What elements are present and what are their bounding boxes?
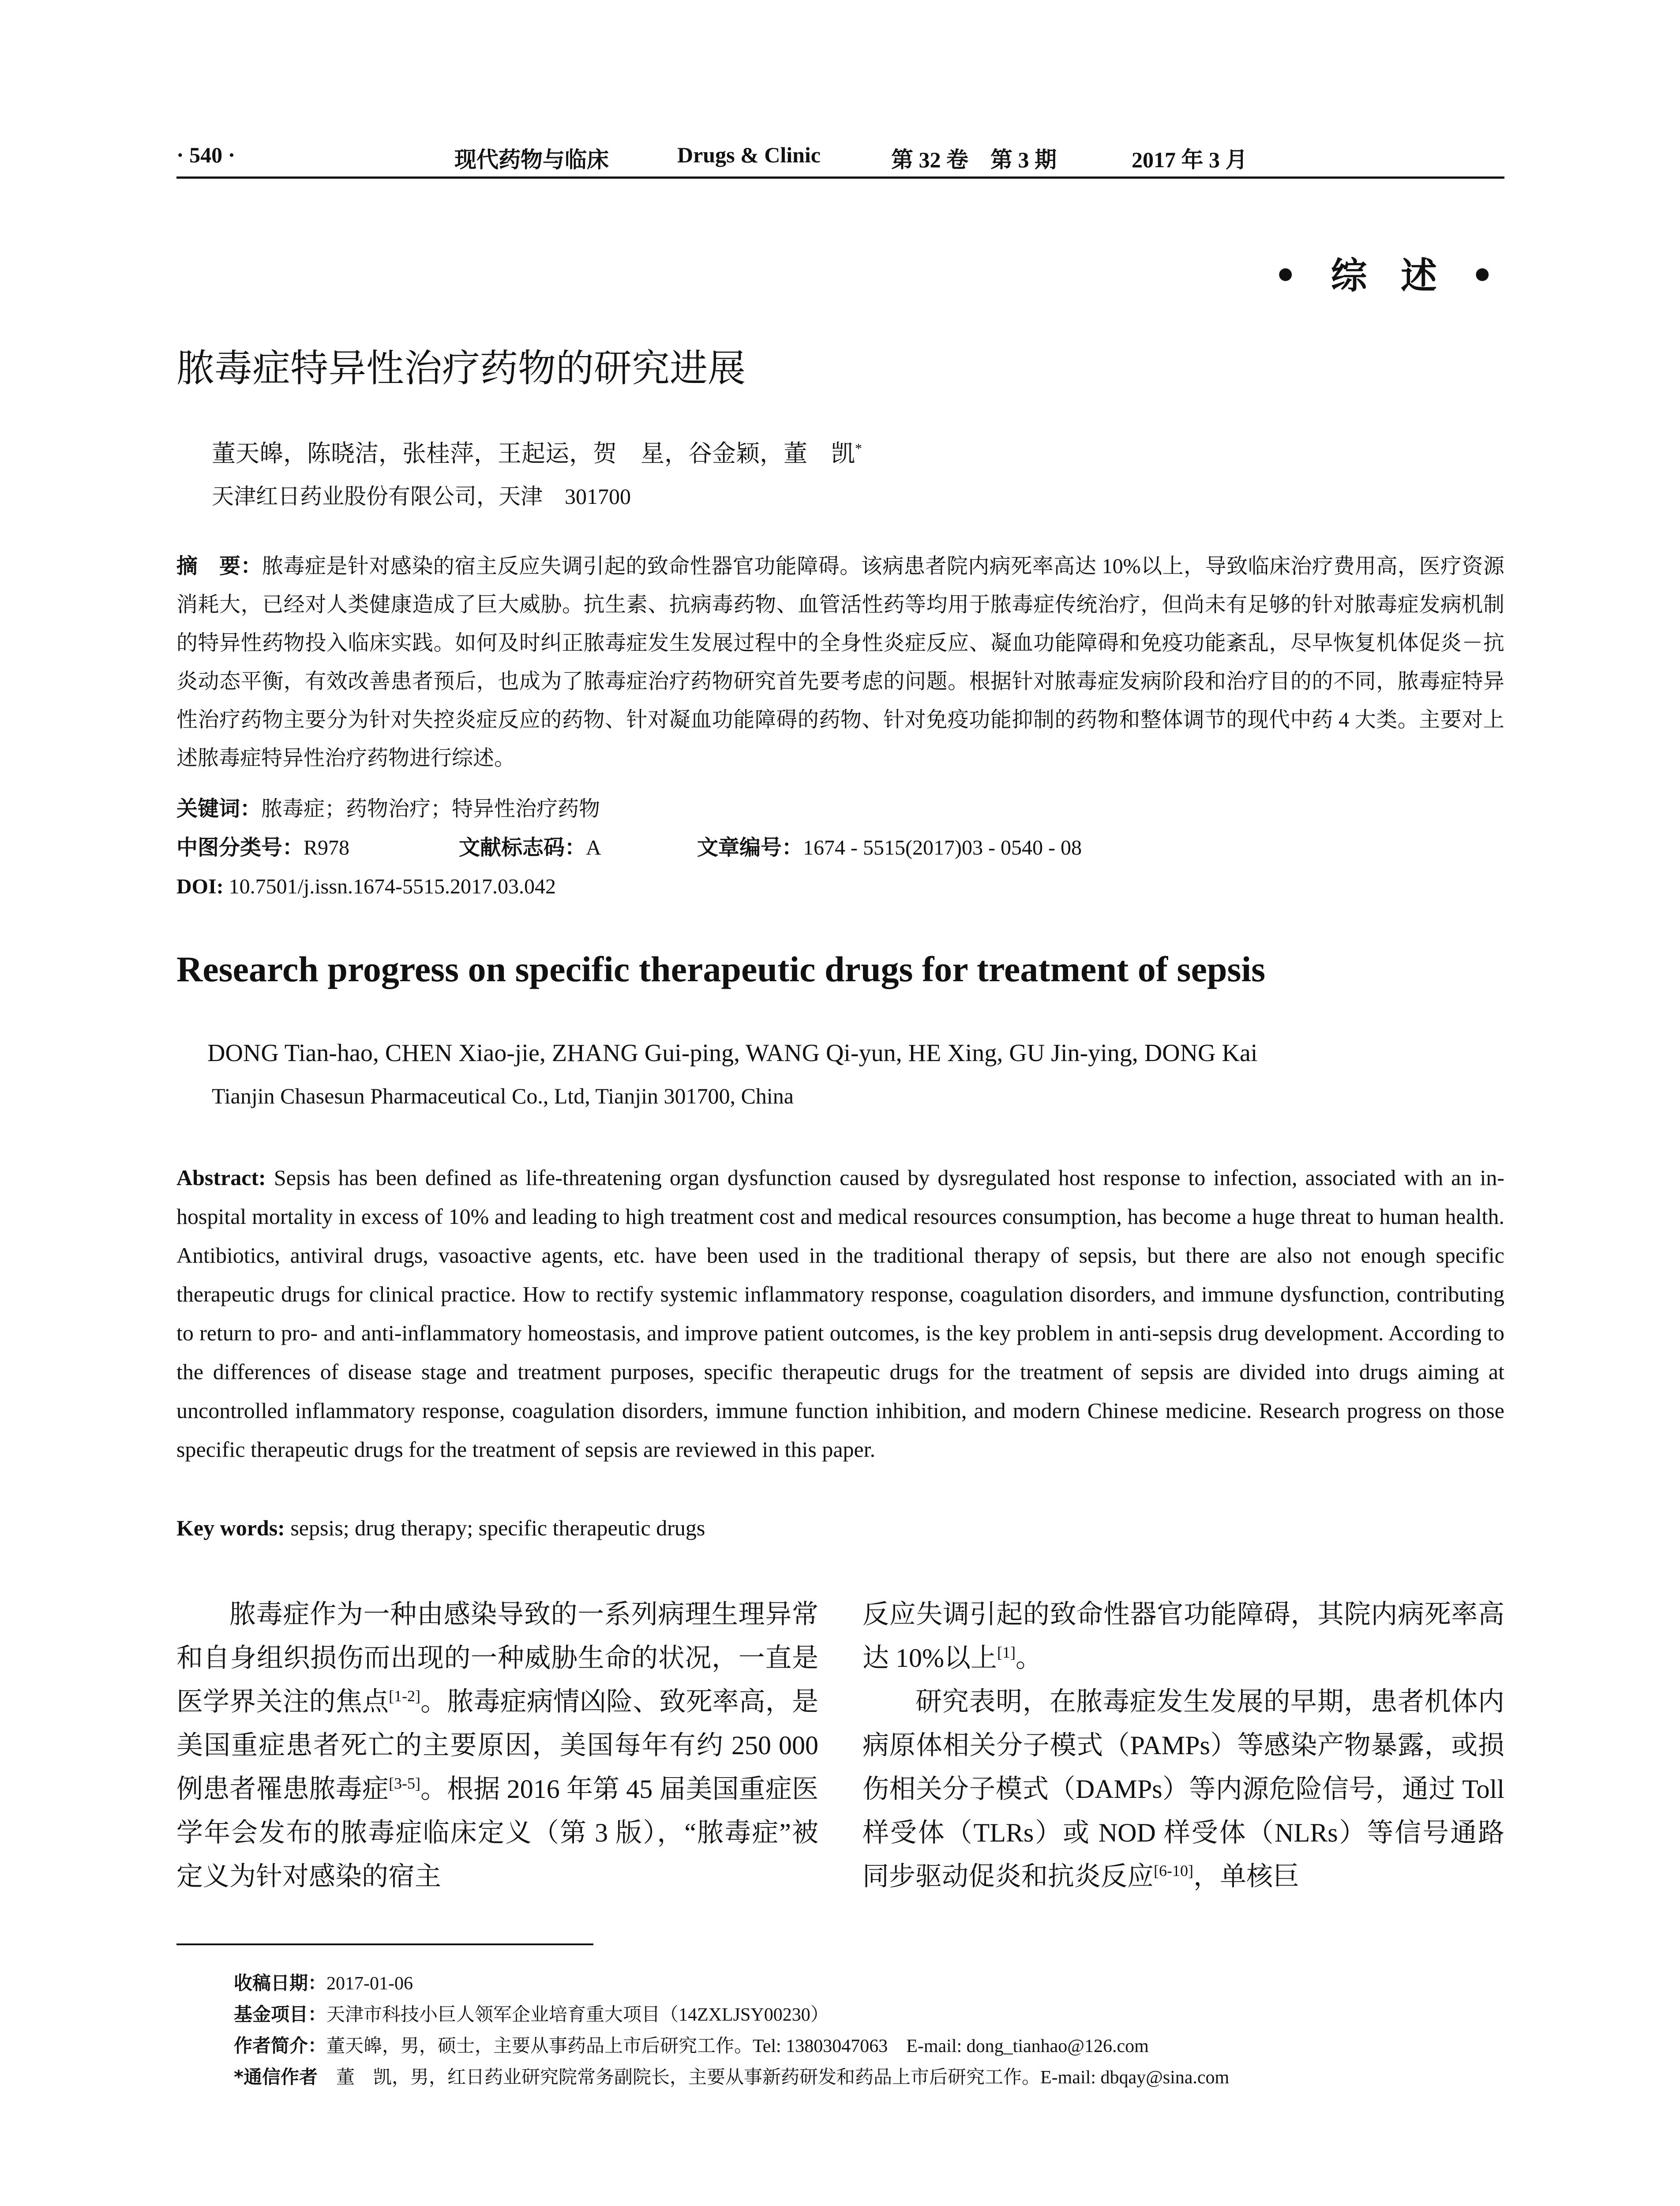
keywords-cn-text: 脓毒症；药物治疗；特异性治疗药物 [261, 797, 600, 821]
fund-label: 基金项目： [234, 2003, 327, 2025]
journal-name-cn: 现代药物与临床 [454, 147, 609, 173]
abstract-cn [176, 547, 1504, 777]
body-text: 。 [1015, 1643, 1042, 1673]
doi [176, 867, 1504, 906]
citation: [1] [997, 1643, 1016, 1661]
abstract-en-text: Sepsis has been defined as life-threatening organ dysfunction caused by dysregulated host response to infection, associated with an in-hospital mortality in excess of 10% and leading to high treatment cost and medical resources consumption, has become a huge threat to human health. Antibiotics, antiviral drugs, vasoactive agents, etc. have been used in the traditional therapy of sepsis, but there are also not enough specific therapeutic drugs for clinical practice. How to rectify systemic inflammatory response, coagulation disorders, and immune dysfunction, contributing to return to pro- and anti-inflammatory homeostasis, and improve patient outcomes, is the key problem in anti-sepsis drug development. According to the differences of disease stage and treatment purposes, specific therapeutic drugs for the treatment of sepsis are divided into drugs aiming at uncontrolled inflammatory response, coagulation disorders, immune function inhibition, and modern Chinese medicine. Research progress on those specific therapeutic drugs for the treatment of sepsis are reviewed in this paper. [176, 1165, 1505, 1462]
body-text: 。根据 2016 年第 45 届美国重症医学年会发布的脓毒症临床定义（第 3 版），“脓毒症”被定义为针对感染的宿主 [176, 1775, 819, 1891]
authors-en: DONG Tian-hao, CHEN Xiao-jie, ZHANG Gui-ping, WANG Qi-yun, HE Xing, GU Jin-ying, DONG Kai [207, 1039, 1258, 1067]
classification-row [176, 829, 1504, 864]
body-text: 研究表明，在脓毒症发生发展的早期，患者机体内病原体相关分子模式（PAMPs）等感染产物暴露，或损伤相关分子模式（DAMPs）等内源危险信号，通过 Toll 样受体（TLRs）或 NOD 样受体（NLRs）等信号通路同步驱动促炎和抗炎反应 [862, 1687, 1504, 1891]
footnotes [234, 1968, 1504, 2093]
abstract-en [176, 1158, 1504, 1469]
doc-code [459, 829, 601, 867]
body-paragraph [862, 1593, 1504, 1680]
clc-label: 中图分类号： [176, 835, 304, 860]
footnote-rule [176, 1943, 593, 1945]
author-bio-label: 作者简介： [234, 2035, 327, 2056]
body-text: 脓毒症作为一种由感染导致的一系列病理生理异常和自身组织损伤而出现的一种威胁生命的状况，一直是医学界关注的焦点 [176, 1600, 818, 1716]
footnote-fund [234, 1999, 1504, 2030]
affiliation-cn: 天津红日药业股份有限公司，天津 301700 [212, 484, 631, 509]
authors-cn-text: 董天皞，陈晓洁，张桂萍，王起运，贺 星，谷金颖，董 凯 [212, 440, 855, 467]
title-en: Research progress on specific therapeutic drugs for treatment of sepsis [176, 949, 1266, 989]
journal-name-en: Drugs & Clinic [677, 143, 821, 167]
abstract-cn-text: 脓毒症是针对感染的宿主反应失调引起的致命性器官功能障碍。该病患者院内病死率高达 10%以上，导致临床治疗费用高，医疗资源消耗大，已经对人类健康造成了巨大威胁。抗生素、抗病毒药物、血管活性药等均用于脓毒症传统治疗，但尚未有足够的针对脓毒症发病机制的特异性药物投入临床实践。如何及时纠正脓毒症发生发展过程中的全身性炎症反应、凝血功能障碍和免疫功能紊乱，尽早恢复机体促炎－抗炎动态平衡，有效改善患者预后，也成为了脓毒症治疗药物研究首先要考虑的问题。根据针对脓毒症发病阶段和治疗目的的不同，脓毒症特异性治疗药物主要分为针对失控炎症反应的药物、针对凝血功能障碍的药物、针对免疫功能抑制的药物和整体调节的现代中药 4 大类。主要对上述脓毒症特异性治疗药物进行综述。 [176, 555, 1504, 770]
clc-value: R978 [304, 836, 350, 859]
citation: [3-5] [389, 1775, 421, 1792]
author-bio-text: 董天皞，男，硕士，主要从事药品上市后研究工作。Tel: 13803047063 E-mail: dong_tianhao@126.com [326, 2036, 1149, 2056]
corresponding-mark: * [855, 440, 862, 456]
doc-code-label: 文献标志码： [459, 835, 586, 860]
received-date: 2017-01-06 [326, 1973, 413, 1994]
abstract-cn-label: 摘 要： [176, 554, 262, 578]
corresponding-text: 董 凯，男，红日药业研究院常务副院长，主要从事新药研发和药品上市后研究工作。E-mail: dbqay@sina.com [336, 2067, 1230, 2088]
volume-issue: 第 32 卷 第 3 期 [891, 147, 1057, 172]
doc-code-value: A [586, 836, 601, 859]
running-header [176, 142, 1504, 173]
citation: [6-10] [1154, 1862, 1193, 1880]
body-column-left [176, 1593, 818, 1898]
page-number: · 540 · [176, 143, 236, 167]
keywords-en [176, 1509, 1504, 1547]
header-rule [176, 176, 1504, 179]
citation: [1-2] [389, 1687, 421, 1705]
article-number [697, 829, 1082, 867]
section-label: • 综 述 • [1274, 255, 1504, 297]
keywords-cn-label: 关键词： [176, 796, 262, 821]
affiliation-en: Tianjin Chasesun Pharmaceutical Co., Ltd, Tianjin 301700, China [212, 1084, 794, 1108]
body-column-right [862, 1593, 1504, 1898]
title-cn: 脓毒症特异性治疗药物的研究进展 [176, 346, 746, 390]
article-number-value: 1674 - 5515(2017)03 - 0540 - 08 [803, 836, 1082, 859]
keywords-en-text: sepsis; drug therapy; specific therapeutic drugs [290, 1516, 705, 1540]
keywords-cn [176, 790, 1504, 828]
body-text: 反应失调引起的致命性器官功能障碍，其院内病死率高达 10%以上 [862, 1600, 1504, 1673]
received-label: 收稿日期： [234, 1972, 327, 1994]
abstract-en-label: Abstract: [176, 1165, 266, 1190]
doi-label: DOI: [176, 875, 224, 898]
issue-date: 2017 年 3 月 [1132, 147, 1248, 172]
keywords-en-label: Key words: [176, 1516, 285, 1540]
footnote-corresponding [234, 2062, 1504, 2093]
footnote-received [234, 1968, 1504, 1999]
corresponding-label: *通信作者 [234, 2066, 318, 2088]
fund-text: 天津市科技小巨人领军企业培育重大项目（14ZXLJSY00230） [326, 2005, 829, 2025]
body-text: ，单核巨 [1193, 1862, 1299, 1891]
authors-cn [212, 435, 862, 469]
body-paragraph [862, 1680, 1504, 1898]
body-text: 。脓毒症病情凶险、致死率高，是美国重症患者死亡的主要原因，美国每年有约 250 000 例患者罹患脓毒症 [176, 1687, 819, 1804]
footnote-author [234, 2030, 1504, 2062]
body-paragraph [176, 1593, 818, 1898]
article-number-label: 文章编号： [697, 835, 803, 860]
clc [176, 829, 350, 867]
doi-value: 10.7501/j.issn.1674-5515.2017.03.042 [229, 875, 556, 898]
